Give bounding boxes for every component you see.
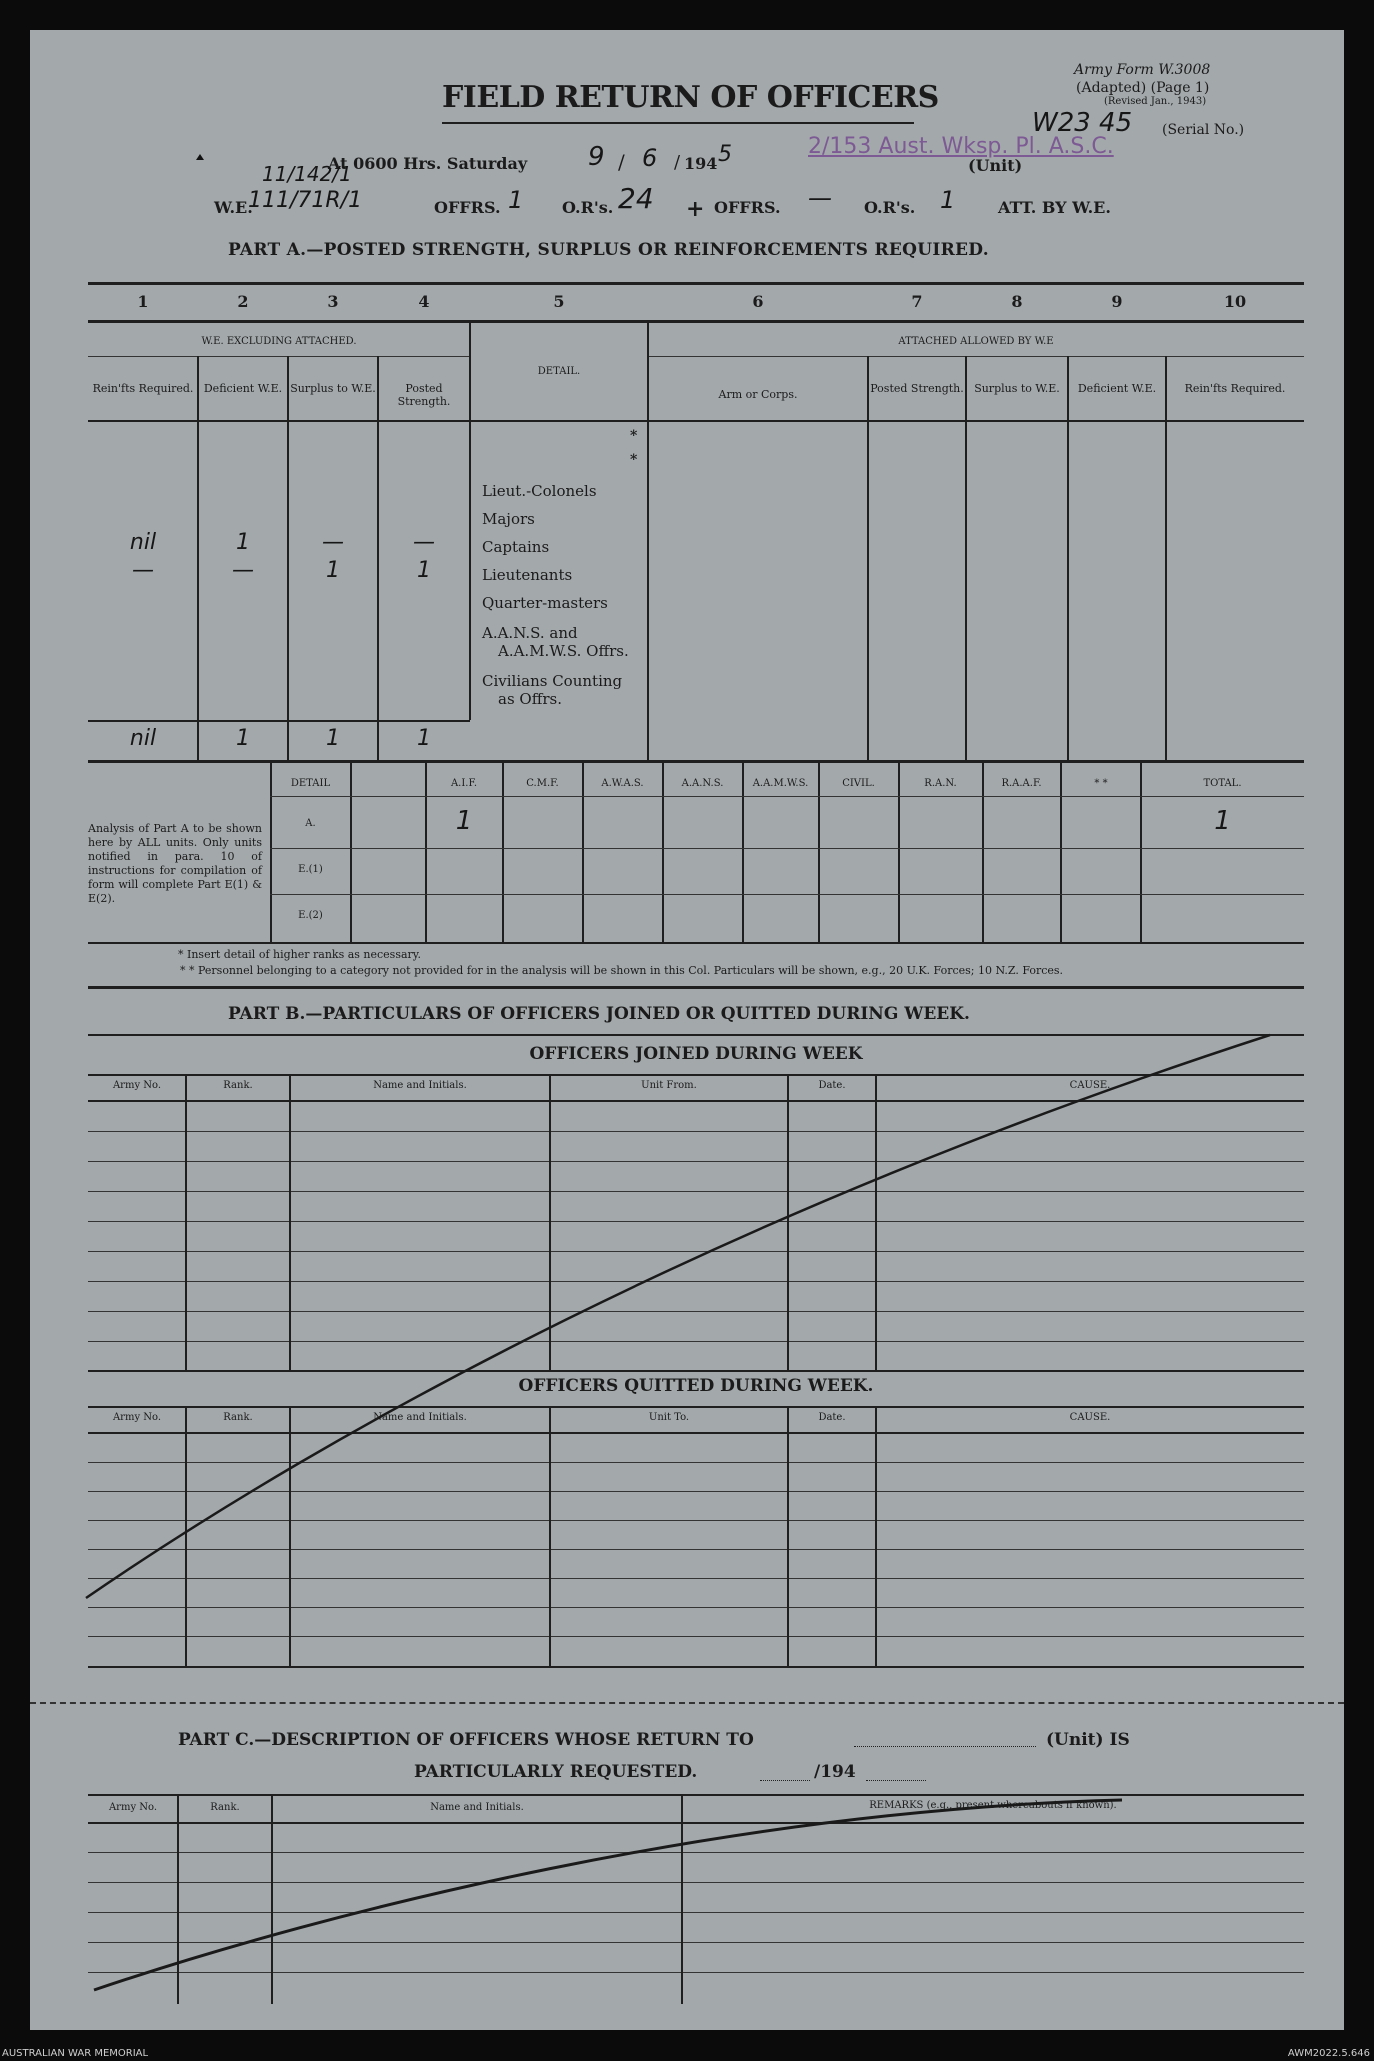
col-number-6: 6	[752, 292, 764, 311]
offrs2-handwritten: —	[808, 184, 832, 212]
rank-lieutenants: Lieutenants	[482, 566, 573, 584]
ors-label: O.R's.	[562, 198, 614, 217]
footnote-other-category: * * Personnel belonging to a category not provided for in the analysis will be shown in this Col. Particulars will be shown, e.g., 20 U.K. Forces; 10 N.Z. Forces.	[180, 964, 1064, 977]
detail-header: DETAIL.	[537, 366, 581, 377]
adapted-page: (Adapted) (Page 1)	[1076, 80, 1210, 96]
rank-lieut-colonels: Lieut.-Colonels	[482, 482, 597, 500]
hw-lieutenants-surplus: 1	[326, 558, 340, 583]
header-surplus-to-we: Surplus to W.E.	[290, 382, 376, 395]
part-c-header-name: Name and Initials.	[430, 1802, 524, 1813]
col-number-1: 1	[137, 292, 149, 311]
analysis-row-a: A.	[305, 818, 316, 829]
part-b-title: PART B.—PARTICULARS OF OFFICERS JOINED OR QUITTED DURING WEEK.	[228, 1004, 970, 1024]
analysis-header-aif: A.I.F.	[450, 778, 478, 789]
offrs-label: OFFRS.	[434, 198, 501, 217]
quitted-header-army-no: Army No.	[112, 1412, 162, 1423]
date-month: 6	[642, 144, 658, 172]
hw-lieutenants-posted: 1	[417, 558, 431, 583]
att-by-we-label: ATT. BY W.E.	[998, 198, 1111, 217]
we-excluding-label: W.E. EXCLUDING ATTACHED.	[201, 336, 357, 347]
rank-majors: Majors	[482, 510, 535, 528]
offrs2-label: OFFRS.	[714, 198, 781, 217]
joined-header-cause: CAUSE.	[1069, 1080, 1111, 1091]
form-sheet: Army Form W.3008 (Adapted) (Page 1) (Revised Jan., 1943) W23 45 (Serial No.) FIELD RETURN OF OFFICERS At 0600 Hrs. Saturday 9 / 6 / 194 5 2/153 Aust. Wksp. Pl. A.S.C. (Unit) 11/142/1 W.E. 111/71R/1 OFFRS. 1 O.R's. 24 + OFFRS. — O.R's. 1 ATT. BY W.E. PART A.—POSTED STRENGTH, SURPLUS OR REINFORCEMENTS REQUIRED. 1 2 3 4 5 6 7 8 9 10 W.E. EXCLUDING ATTACHED. ATTACHED ALLOWED BY W.E DETAIL. Rein'fts Required. Deficient W.E. Surplus to W.E. Posted Strength. Arm or Corps. Posted Strength. Surplus to W.E. Deficient W.E. Rein'fts Required. * * Lieut.-Colonels Majors Captains Lieutenants Quarter-masters A.A.N.S. and A.A.M.W.S. Offrs. Civilians Counting as Offrs. nil 1 — — — — 1 1 nil 1 1 1 Analysis of Part A to be shown here by ALL units. Only units notified in para. 10 of instructions for compilation of form will complete Part E(1) & E(2). DETAIL A.I.F. C.M.F. A.W.A.S. A.A.N.S. A.A.M.W.S. CIVIL. R.A.N. R.A.A.F. * * TOTAL. A. 1 1 E.(1) E.(2) * Insert detail of higher ranks as necessary. * * Personnel belonging to a category not provided for in the analysis will be shown in this Col. Particulars will be shown, e.g., 20 U.K. Forces; 10 N.Z. Forces. PART B.—PARTICULARS OF OFFICERS JOINED OR QUITTED DURING WEEK. OFFICERS JOINED DURING WEEK Army No. Rank. Name and Initials. Unit From. Date. CAUSE. OFFICERS QUITTED DURING WEEK. Army No. Rank. Name and Initials. Unit To. Date. CAUSE. PART C.—DESCRIPTION OF OFFICERS WHOSE RETURN TO (Unit) IS PARTICULARLY REQUESTED. /194 Army No. Rank. Name and Initials. REMARKS (e.g., present whereabouts if known).	[30, 30, 1344, 2030]
hw-total-surplus: 1	[326, 726, 340, 751]
header-reinforcements-required: Rein'fts Required.	[92, 382, 194, 395]
hw-captains-posted: —	[413, 530, 435, 555]
part-c-unit-is: (Unit) IS	[1046, 1730, 1130, 1750]
analysis-header-other: * *	[1094, 778, 1108, 789]
header-attached-reinforcements: Rein'fts Required.	[1184, 382, 1286, 395]
col-number-7: 7	[911, 292, 923, 311]
rank-civilians: Civilians Counting	[482, 672, 623, 690]
we-handwritten: 111/71R/1	[248, 188, 363, 213]
analysis-header-awas: A.W.A.S.	[601, 778, 644, 789]
asterisk-1: *	[630, 428, 638, 444]
part-a-title: PART A.—POSTED STRENGTH, SURPLUS OR REINFORCEMENTS REQUIRED.	[228, 240, 989, 260]
ors2-label: O.R's.	[864, 198, 916, 217]
part-c-cancel-stroke	[94, 1800, 1122, 1990]
hw-analysis-aif: 1	[455, 806, 473, 836]
attached-allowed-label: ATTACHED ALLOWED BY W.E	[898, 336, 1054, 347]
quitted-header-unit-to: Unit To.	[648, 1412, 690, 1423]
joined-header-unit-from: Unit From.	[641, 1080, 697, 1091]
joined-title: OFFICERS JOINED DURING WEEK	[529, 1044, 863, 1064]
year-suffix: 5	[718, 142, 732, 167]
part-c-header-rank: Rank.	[210, 1802, 240, 1813]
col-number-2: 2	[237, 292, 249, 311]
quitted-title: OFFICERS QUITTED DURING WEEK.	[518, 1376, 874, 1396]
revised-date: (Revised Jan., 1943)	[1104, 96, 1207, 107]
header-arm-or-corps: Arm or Corps.	[718, 388, 798, 401]
header-attached-deficient: Deficient W.E.	[1077, 382, 1157, 395]
header-attached-posted-strength: Posted Strength.	[870, 382, 964, 395]
part-c-particularly-requested: PARTICULARLY REQUESTED.	[414, 1762, 698, 1782]
year-prefix: 194	[684, 154, 718, 173]
footer-institution: AUSTRALIAN WAR MEMORIAL	[2, 2048, 149, 2059]
ors2-handwritten: 1	[940, 186, 956, 214]
rank-aamws: A.A.M.W.S. Offrs.	[498, 642, 629, 660]
joined-header-name: Name and Initials.	[373, 1080, 467, 1091]
part-c-title: PART C.—DESCRIPTION OF OFFICERS WHOSE RETURN TO	[178, 1730, 754, 1750]
rank-aans: A.A.N.S. and	[482, 624, 578, 642]
we-handwritten-top: 11/142/1	[262, 162, 352, 186]
punch-mark	[196, 154, 204, 160]
part-c-header-army-no: Army No.	[108, 1802, 158, 1813]
analysis-row-e1: E.(1)	[298, 864, 323, 875]
analysis-header-civil: CIVIL.	[842, 778, 875, 789]
cancellation-strokes	[30, 30, 1344, 2030]
serial-label: (Serial No.)	[1162, 122, 1245, 138]
rank-civilians-as-offrs: as Offrs.	[498, 690, 562, 708]
part-c-date-tail: /194	[814, 1762, 856, 1782]
joined-header-date: Date.	[818, 1080, 846, 1091]
hw-total-reinfts: nil	[129, 726, 157, 751]
rank-quarter-masters: Quarter-masters	[482, 594, 608, 612]
quitted-header-rank: Rank.	[223, 1412, 253, 1423]
col-number-10: 10	[1223, 292, 1247, 311]
footnote-higher-ranks: * Insert detail of higher ranks as necessary.	[178, 948, 422, 961]
hw-captains-deficient: 1	[236, 530, 250, 555]
analysis-note: Analysis of Part A to be shown here by ALL units. Only units notified in para. 10 of instructions for compilation of form will complete Part E(1) & E(2).	[88, 822, 262, 905]
joined-header-rank: Rank.	[223, 1080, 253, 1091]
quitted-header-cause: CAUSE.	[1069, 1412, 1111, 1423]
offrs-handwritten: 1	[508, 186, 524, 214]
analysis-header-aans: A.A.N.S.	[681, 778, 724, 789]
serial-number-handwritten: W23 45	[1032, 108, 1133, 138]
plus-sign: +	[686, 196, 705, 222]
hw-analysis-total: 1	[1214, 806, 1231, 836]
asterisk-2: *	[630, 452, 638, 468]
analysis-header-total: TOTAL.	[1203, 778, 1242, 789]
header-posted-strength: Posted Strength.	[397, 382, 451, 408]
analysis-row-e2: E.(2)	[298, 910, 323, 921]
army-form-number: Army Form W.3008	[1074, 62, 1211, 78]
form-title: FIELD RETURN OF OFFICERS	[442, 80, 939, 115]
date-day: 9	[588, 142, 605, 172]
analysis-header-raaf: R.A.A.F.	[1001, 778, 1042, 789]
hw-lieutenants-reinfts: —	[132, 558, 154, 583]
footer-accession: AWM2022.5.646	[1287, 2048, 1370, 2059]
unit-label: (Unit)	[968, 156, 1023, 175]
unit-stamp: 2/153 Aust. Wksp. Pl. A.S.C.	[808, 134, 1114, 159]
col-number-3: 3	[327, 292, 339, 311]
rank-captains: Captains	[482, 538, 550, 556]
we-label: W.E.	[214, 198, 253, 217]
col-number-8: 8	[1011, 292, 1023, 311]
part-c-header-remarks: REMARKS (e.g., present whereabouts if known).	[869, 1800, 1117, 1811]
quitted-header-name: Name and Initials.	[373, 1412, 467, 1423]
header-attached-surplus: Surplus to W.E.	[974, 382, 1060, 395]
joined-header-army-no: Army No.	[112, 1080, 162, 1091]
quitted-header-date: Date.	[818, 1412, 846, 1423]
col-number-4: 4	[418, 292, 430, 311]
header-deficient-we: Deficient W.E.	[203, 382, 283, 395]
at-hours-label: At 0600 Hrs. Saturday	[328, 154, 528, 173]
hw-lieutenants-deficient: —	[232, 558, 254, 583]
hw-captains-reinfts: nil	[129, 530, 157, 555]
analysis-header-ran: R.A.N.	[924, 778, 957, 789]
col-number-9: 9	[1111, 292, 1123, 311]
hw-captains-surplus: —	[322, 530, 344, 555]
analysis-header-aamws: A.A.M.W.S.	[752, 778, 809, 789]
analysis-header-cmf: C.M.F.	[526, 778, 559, 789]
hw-total-posted: 1	[417, 726, 431, 751]
ors-handwritten: 24	[618, 182, 654, 215]
hw-total-deficient: 1	[236, 726, 250, 751]
col-number-5: 5	[553, 292, 565, 311]
analysis-header-detail: DETAIL	[290, 778, 331, 789]
part-b-cancel-stroke	[86, 1035, 1270, 1598]
